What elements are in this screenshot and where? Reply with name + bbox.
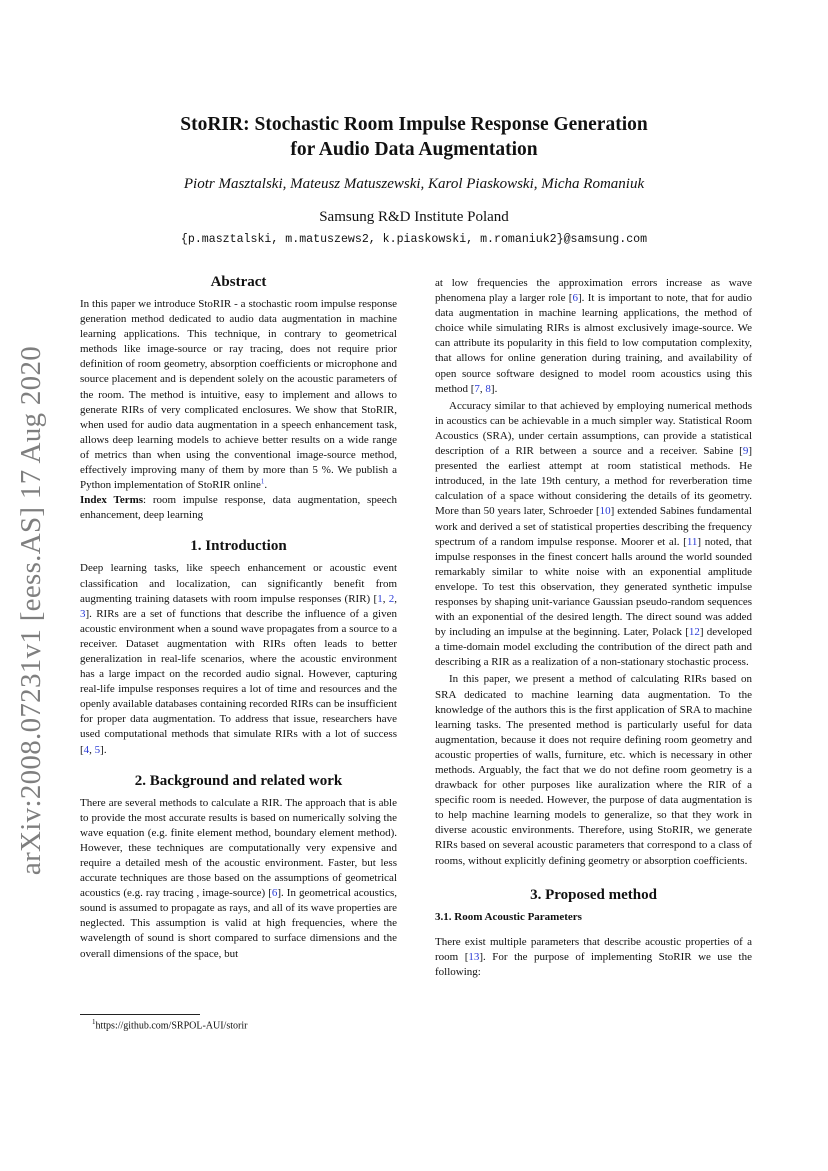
- citation-9[interactable]: 9: [742, 445, 749, 458]
- background-p2-e: ] developed a time-domain model excluding the contribution of the direct path and describing a RIR as a realization of a non-stationary stochastic process.: [435, 626, 752, 669]
- background-heading: 2. Background and related work: [134, 772, 343, 789]
- background-text-b: ]. In geometrical acoustics, sound is assumed to propagate as rays, and all of its wave properties are neglected. This assumption is valid at high frequencies, where the wavelength of sound is short compared to surface dimensions and the overall dimensions of the space, but: [80, 887, 397, 960]
- background-paragraph-3: In this paper, we present a method of calculating RIRs based on SRA dedicated to machine learning data augmentation. To the knowledge of the authors this is the first application of SRA to machine learning tasks. The presented method is particularly useful for data augmentation, because it does not require defining room geometry and acoustic properties of walls, furniture, etc. which is necessary in other methods. Arguably, the fact that we do not define room geometry is a drawback for other purposes like auralization where the RIR of a specific room is needed. However, the purpose of data augmentation is to help machine learning models to generalize, so that they work in diverse acoustic environments. Therefore, using StoRIR, we generate RIRs based on several acoustic parameters that correspond to a class of rooms, without explicitly defining geometry or absorption coefficients.: [435, 673, 752, 867]
- background-p2-d: ] noted, that impulse responses in the finest concert halls around the world sounded remarkably similar to white noise with an exponential amplitude envelope. To test this observation, they generated synthetic impulse responses by shaping unit-variance Gaussian pseudo-random sequences with an exponential of the desired length. The direct sound was added by including an impulse at the beginning. Later, Polack [: [435, 535, 752, 639]
- intro-text-b: ]. RIRs are a set of functions that describe the influence of a given acoustic environment when a sound wave propagates from a source to a receiver. Dataset augmentation with RIRs often leads to better generalization in real-life scenarios, where the acoustic environment has a large impact on the recorded audio signal. However, capturing real-life impulse responses requires a lot of time and resources and the openly available databases containing recorded RIRs can be insufficient for proper data augmentation. To address that issue, researchers have used computational methods that simulate RIRs with a lot of success [: [80, 607, 397, 756]
- background-cont-b: ]. It is important to note, that for audio data augmentation in machine learning applications, the method of choice while simulating RIRs is almost exclusively image-source. We can attribute its popularity in this field to low computation complexity, that allows for online generation during training, and availability of open source software designed to model room acoustics using this method [: [435, 292, 752, 395]
- intro-sep-1: ,: [382, 592, 389, 605]
- background-cont-a: at low frequencies the approximation errors increase as wave phenomena play a larger role [: [435, 277, 752, 305]
- background-p2-b: ] presented the earliest attempt at room statistical methods. He introduced, in the late 19th century, a method for reverberation time calculation of a space without considering the details of its geometry. More than 50 years later, Schroeder [: [435, 445, 752, 518]
- right-column: [435, 276, 752, 980]
- background-sep-7: ,: [479, 382, 486, 395]
- citation-11[interactable]: 11: [686, 535, 698, 548]
- author-list: Piotr Masztalski, Mateusz Matuszewski, Karol Piaskowski, Micha Romaniuk: [183, 176, 645, 192]
- left-column: [80, 272, 397, 962]
- abstract-body: In this paper we introduce StoRIR - a stochastic room impulse response generation method dedicated to audio data augmentation in machine learning applications. This technique, in contrary to geometrical methods like image-source or ray tracing, does not require prior definition of room geometry, absorption coefficients or microphone and source placement and is dependent solely on the acoustic parameters of the room. The method is intuitive, easy to implement and allows to generate RIRs of very complicated enclosures. We show that StoRIR, when used for audio data augmentation in a speech enhancement task, allows deep learning models to achieve better results on a wide range of metrics than when using the conventional image-source method, effectively improving many of them by more than 5 %. We publish a Python implementation of StoRIR online: [80, 298, 397, 492]
- arxiv-id-text: arXiv:2008.07231v1 [eess.AS] 17 Aug 2020: [15, 345, 48, 875]
- abstract-text: [80, 297, 397, 523]
- background-p2-c: ] extended Sabines fundamental work and derived a set of statistical properties describing the frequency spectrum of a random impulse response. Moorer et al. [: [435, 505, 752, 548]
- background-paragraph-1: [80, 796, 397, 962]
- paper-title: [100, 112, 728, 162]
- index-terms-label: Index Terms: [80, 494, 144, 507]
- background-cont-c: ].: [490, 382, 498, 395]
- title-line-2: for Audio Data Augmentation: [290, 139, 538, 160]
- citation-2[interactable]: 2: [388, 592, 395, 605]
- citation-3[interactable]: 3: [80, 607, 86, 620]
- citation-10[interactable]: 10: [599, 505, 611, 518]
- footnote-separator: [80, 1014, 200, 1015]
- affiliation: Samsung R&D Institute Poland: [319, 209, 509, 225]
- intro-sep-2: ,: [394, 592, 398, 605]
- title-line-1: StoRIR: Stochastic Room Impulse Response Generation: [180, 114, 648, 135]
- footnote-url-link[interactable]: https://github.com/SRPOL-AUI/storir: [95, 1020, 248, 1032]
- background-paragraph-2: [435, 399, 752, 671]
- footnote-link-1[interactable]: 1: [260, 477, 265, 486]
- introduction-heading: 1. Introduction: [190, 538, 287, 555]
- citation-1[interactable]: 1: [377, 592, 383, 605]
- method-text-b: ]. For the purpose of implementing StoRIR we use the following:: [435, 950, 752, 978]
- citation-6[interactable]: 6: [271, 887, 278, 900]
- background-text-a: There are several methods to calculate a RIR. The approach that is able to provide the most accurate results is based on numerically solving the wave equation (e.g. finite element method, boundary element method). However, these techniques are computationally very expensive and require a detailed mesh of the acoustic environment. Faster, but less accurate techniques are those based on the assumptions of geometrical acoustics (e.g. ray tracing , image-source) [: [80, 796, 397, 900]
- citation-4[interactable]: 4: [83, 743, 90, 756]
- abstract-end: .: [264, 479, 268, 492]
- citation-5[interactable]: 5: [94, 743, 101, 756]
- room-acoustic-parameters-heading: 3.1. Room Acoustic Parameters: [435, 910, 582, 923]
- index-terms: : room impulse response, data augmentation, speech enhancement, deep learning: [80, 494, 397, 522]
- intro-sep-4: ,: [89, 743, 95, 756]
- footnote-mark: 1: [92, 1018, 96, 1026]
- intro-text-c: ].: [100, 743, 107, 756]
- citation-6-repeat[interactable]: 6: [572, 292, 578, 305]
- method-text-a: There exist multiple parameters that describe acoustic properties of a room [: [435, 935, 752, 963]
- citation-7[interactable]: 7: [474, 382, 480, 395]
- author-emails: {p.masztalski, m.matuszews2, k.piaskowski, m.romaniuk2}@samsung.com: [180, 233, 648, 246]
- citation-13[interactable]: 13: [468, 950, 480, 963]
- background-p2-a: Accuracy similar to that achieved by employing numerical methods in acoustics can be achievable in a much simpler way. Statistical Room Acoustics (SRA), under certain assumptions, can provide a statistical description of a RIR between a source and a receiver. Sabine [: [435, 399, 752, 458]
- background-paragraph-1-continued: [435, 276, 752, 397]
- intro-text-a: Deep learning tasks, like speech enhancement or acoustic event classification and localization, can significantly benefit from augmenting training datasets with room impulse responses (RIR) [: [80, 562, 397, 605]
- citation-8[interactable]: 8: [485, 382, 491, 395]
- footnote: [92, 1018, 247, 1031]
- proposed-method-heading: 3. Proposed method: [530, 886, 657, 903]
- method-paragraph-1: [435, 935, 752, 980]
- arxiv-identifier-stamp: [12, 345, 52, 875]
- citation-12[interactable]: 12: [688, 626, 700, 639]
- introduction-paragraph: [80, 561, 397, 757]
- abstract-heading: Abstract: [210, 274, 267, 290]
